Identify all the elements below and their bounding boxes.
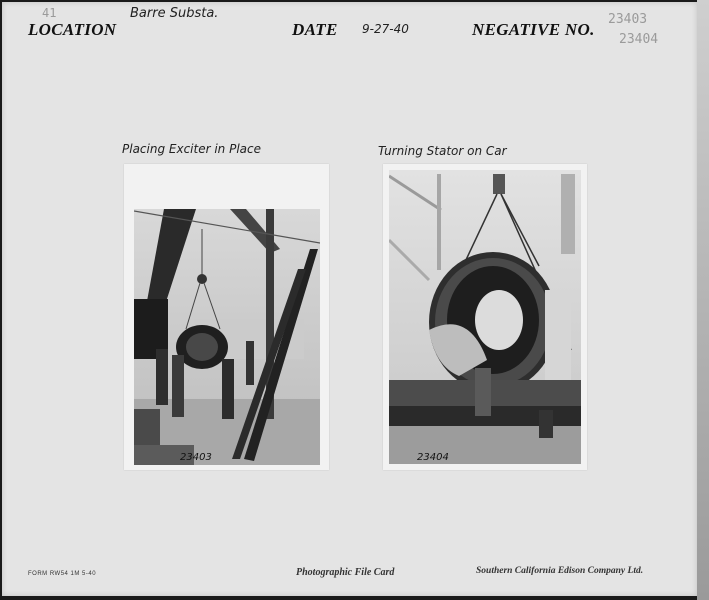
photo-number-left: 23403 [180, 452, 212, 463]
location-label: LOCATION [28, 20, 117, 39]
date-label: DATE [292, 20, 338, 39]
photo-mount-left [124, 164, 329, 470]
card-title: Photographic File Card [296, 567, 395, 578]
photo-mount-right [383, 164, 587, 470]
location-value: Barre Substa. [130, 6, 219, 21]
negative-number-2: 23404 [619, 32, 659, 47]
photo-placing-exciter [134, 209, 320, 465]
form-code: FORM RW54 1M 5-40 [28, 571, 97, 577]
photographic-file-card [2, 2, 697, 596]
photo-caption-right: Turning Stator on Car [378, 144, 507, 158]
photo-number-right: 23404 [417, 452, 449, 463]
photo-caption-left: Placing Exciter in Place [122, 142, 262, 156]
negative-number-1: 23403 [608, 12, 648, 27]
corner-stamp: 41 [42, 6, 57, 20]
scan-edge [697, 0, 709, 600]
company-name: Southern California Edison Company Ltd. [476, 566, 644, 576]
negative-label: NEGATIVE NO. [472, 20, 595, 39]
date-value: 9-27-40 [362, 22, 409, 36]
photo-turning-stator [389, 170, 581, 464]
